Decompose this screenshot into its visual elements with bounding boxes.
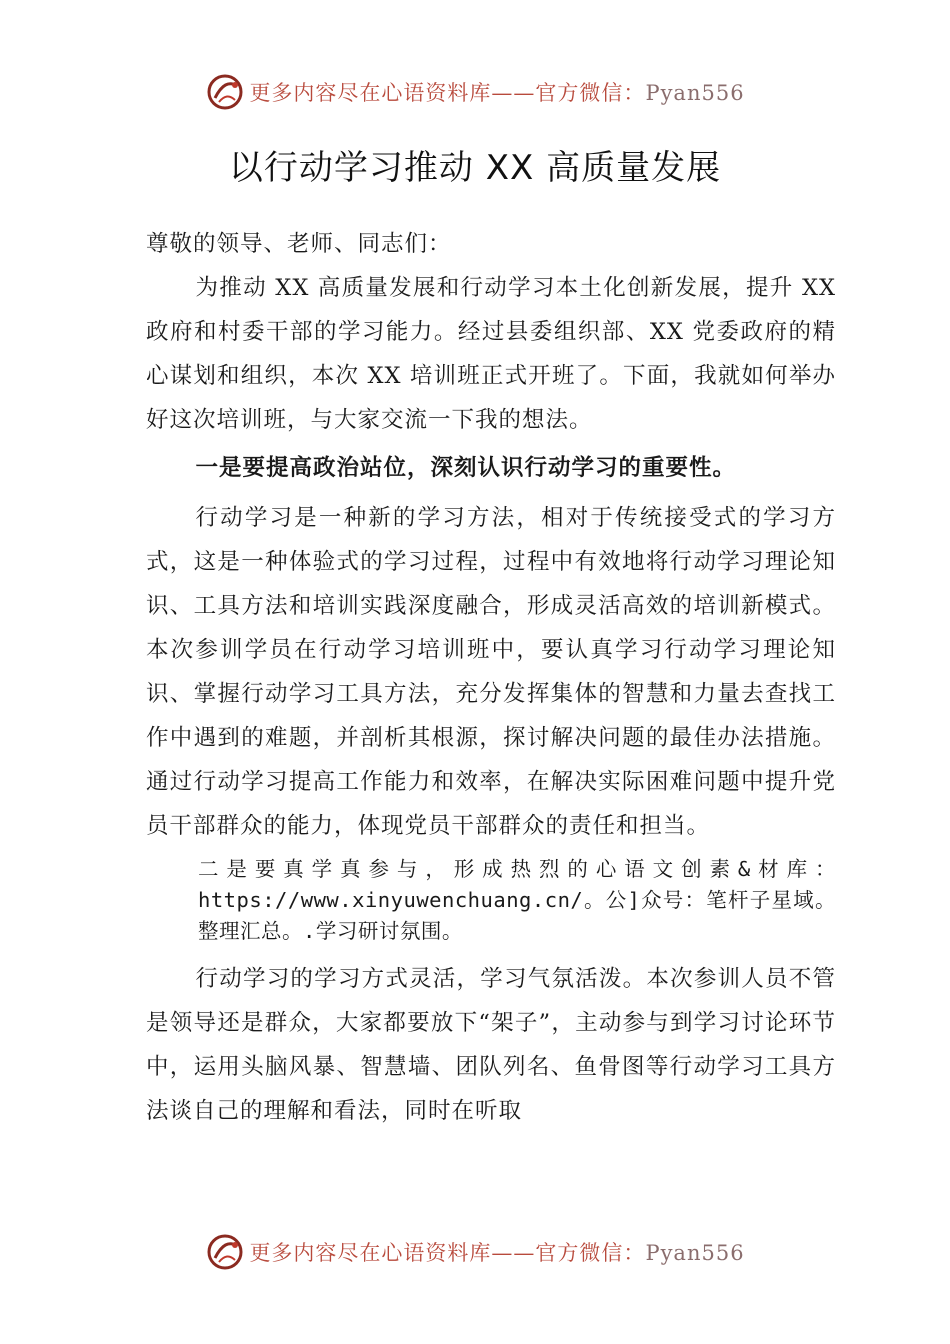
section-heading-2: 二是要真学真参与，形成热烈的心语文创素&材库：https://www.xinyuwenchuang.cn/。公]众号：笔杆子星域。整理汇总。.学习研讨氛围。 bbox=[198, 857, 836, 943]
banner-contact: Pyan556 bbox=[645, 81, 745, 105]
header-banner bbox=[0, 70, 950, 114]
intro-paragraph: 为推动 XX 高质量发展和行动学习本土化创新发展，提升 XX 政府和村委干部的学习能力。经过县委组织部、XX 党委政府的精心谋划和组织，本次 XX 培训班正式开班了。下面，我就如何举办好这次培训班，与大家交流一下我的想法。 bbox=[146, 275, 836, 433]
logo-icon bbox=[205, 72, 245, 112]
greeting: 尊敬的领导、老师、同志们： bbox=[146, 231, 452, 257]
section-heading-1: 一是要提高政治站位，深刻认识行动学习的重要性。 bbox=[195, 455, 737, 481]
banner-text: 更多内容尽在心语资料库——官方微信：Pyan556 bbox=[249, 81, 745, 105]
banner-text: 更多内容尽在心语资料库——官方微信：Pyan556 bbox=[249, 1241, 745, 1265]
section-body-2: 行动学习的学习方式灵活，学习气氛活泼。本次参训人员不管是领导还是群众，大家都要放下“架子”，主动参与到学习讨论环节中，运用头脑风暴、智慧墙、团队列名、鱼骨图等行动学习工具方法谈自己的理解和看法，同时在听取 bbox=[146, 966, 836, 1124]
banner-contact: Pyan556 bbox=[645, 1241, 745, 1265]
logo-icon bbox=[205, 1232, 245, 1272]
footer-banner bbox=[0, 1230, 950, 1274]
section-body-1: 行动学习是一种新的学习方法，相对于传统接受式的学习方式，这是一种体验式的学习过程，过程中有效地将行动学习理论知识、工具方法和培训实践深度融合，形成灵活高效的培训新模式。本次参训学员在行动学习培训班中，要认真学习行动学习理论知识、掌握行动学习工具方法，充分发挥集体的智慧和力量去查找工作中遇到的难题，并剖析其根源，探讨解决问题的最佳办法措施。通过行动学习提高工作能力和效率，在解决实际困难问题中提升党员干部群众的能力，体现党员干部群众的责任和担当。 bbox=[146, 505, 836, 839]
page-title: 以行动学习推动 XX 高质量发展 bbox=[228, 148, 722, 188]
document-body bbox=[146, 222, 836, 1133]
